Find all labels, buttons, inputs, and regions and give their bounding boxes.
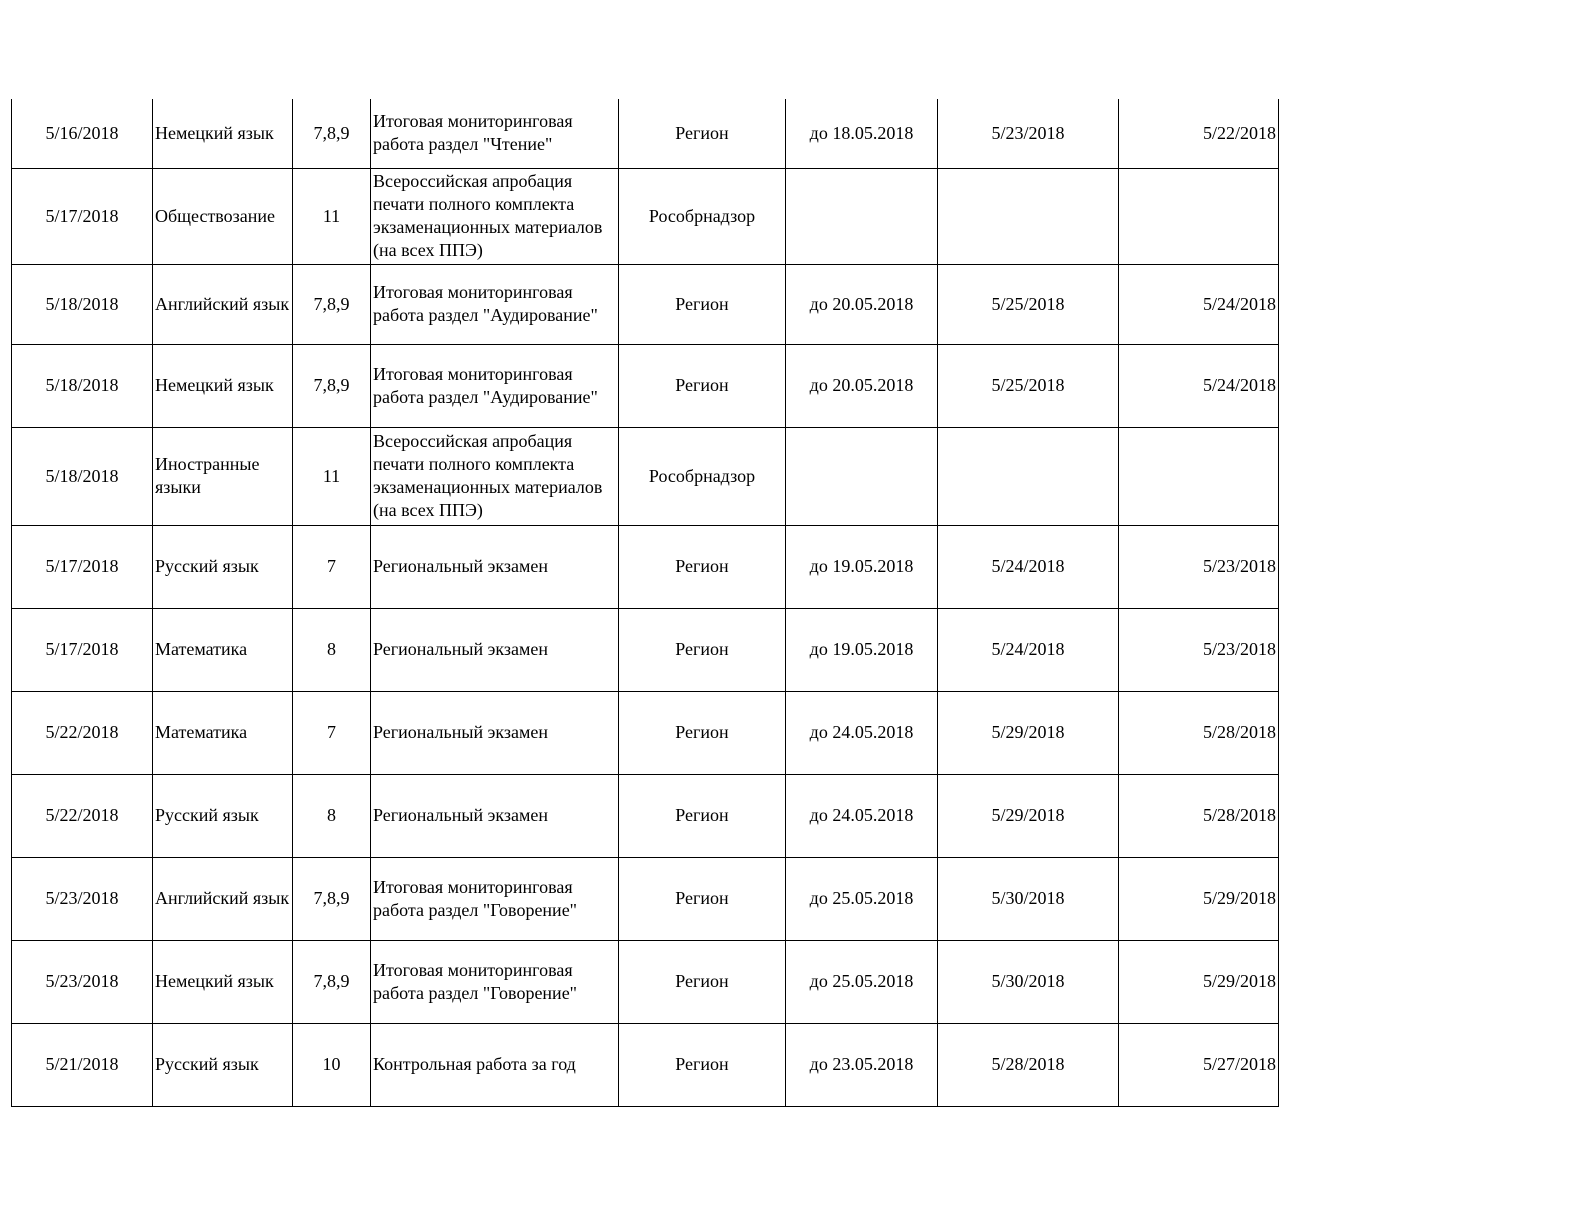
table-row [12, 168, 1279, 264]
work-type-cell: Всероссийская апробация печати полного комплекта экзаменационных материалов (на всех ППЭ) [371, 168, 619, 264]
date3-cell [1119, 427, 1279, 525]
table-row [12, 857, 1279, 940]
subject-cell: Математика [153, 608, 293, 691]
subject-cell: Немецкий язык [153, 344, 293, 427]
date-cell: 5/18/2018 [12, 344, 153, 427]
deadline-cell: до 20.05.2018 [786, 264, 938, 344]
grade-cell: 10 [293, 1023, 371, 1106]
level-cell: Рособрнадзор [619, 427, 786, 525]
level-cell: Регион [619, 1023, 786, 1106]
grade-cell: 8 [293, 608, 371, 691]
subject-cell: Русский язык [153, 1023, 293, 1106]
subject-cell: Английский язык [153, 857, 293, 940]
date2-cell: 5/30/2018 [938, 940, 1119, 1023]
date3-cell: 5/24/2018 [1119, 264, 1279, 344]
deadline-cell: до 23.05.2018 [786, 1023, 938, 1106]
date2-cell: 5/28/2018 [938, 1023, 1119, 1106]
date-cell: 5/23/2018 [12, 857, 153, 940]
date3-cell: 5/23/2018 [1119, 525, 1279, 608]
level-cell: Регион [619, 99, 786, 168]
level-cell: Регион [619, 344, 786, 427]
deadline-cell: до 20.05.2018 [786, 344, 938, 427]
date3-cell: 5/22/2018 [1119, 99, 1279, 168]
table-row [12, 427, 1279, 525]
deadline-cell: до 24.05.2018 [786, 774, 938, 857]
work-type-cell: Региональный экзамен [371, 525, 619, 608]
table-row [12, 99, 1279, 168]
level-cell: Регион [619, 691, 786, 774]
level-cell: Регион [619, 857, 786, 940]
table-row [12, 1023, 1279, 1106]
date2-cell [938, 427, 1119, 525]
schedule-table [11, 99, 1279, 1107]
grade-cell: 7,8,9 [293, 940, 371, 1023]
work-type-cell: Региональный экзамен [371, 608, 619, 691]
table-row [12, 774, 1279, 857]
date-cell: 5/17/2018 [12, 525, 153, 608]
date2-cell: 5/29/2018 [938, 774, 1119, 857]
level-cell: Регион [619, 774, 786, 857]
grade-cell: 7,8,9 [293, 99, 371, 168]
date-cell: 5/23/2018 [12, 940, 153, 1023]
work-type-cell: Итоговая мониторинговая работа раздел "Аудирование" [371, 264, 619, 344]
date2-cell: 5/24/2018 [938, 608, 1119, 691]
level-cell: Регион [619, 608, 786, 691]
table-row [12, 525, 1279, 608]
deadline-cell: до 25.05.2018 [786, 940, 938, 1023]
grade-cell: 11 [293, 427, 371, 525]
date-cell: 5/18/2018 [12, 264, 153, 344]
date-cell: 5/16/2018 [12, 99, 153, 168]
grade-cell: 7,8,9 [293, 264, 371, 344]
date2-cell [938, 168, 1119, 264]
subject-cell: Русский язык [153, 774, 293, 857]
table-row [12, 940, 1279, 1023]
date3-cell [1119, 168, 1279, 264]
grade-cell: 7 [293, 525, 371, 608]
date-cell: 5/22/2018 [12, 774, 153, 857]
subject-cell: Немецкий язык [153, 940, 293, 1023]
date3-cell: 5/24/2018 [1119, 344, 1279, 427]
work-type-cell: Итоговая мониторинговая работа раздел "Чтение" [371, 99, 619, 168]
date-cell: 5/22/2018 [12, 691, 153, 774]
date2-cell: 5/25/2018 [938, 264, 1119, 344]
date3-cell: 5/27/2018 [1119, 1023, 1279, 1106]
date3-cell: 5/28/2018 [1119, 774, 1279, 857]
level-cell: Регион [619, 940, 786, 1023]
table-row [12, 608, 1279, 691]
date-cell: 5/17/2018 [12, 168, 153, 264]
deadline-cell: до 24.05.2018 [786, 691, 938, 774]
level-cell: Рособрнадзор [619, 168, 786, 264]
table-row [12, 264, 1279, 344]
deadline-cell [786, 168, 938, 264]
schedule-sheet [11, 99, 1278, 1107]
subject-cell: Русский язык [153, 525, 293, 608]
subject-cell: Английский язык [153, 264, 293, 344]
date2-cell: 5/24/2018 [938, 525, 1119, 608]
date2-cell: 5/23/2018 [938, 99, 1119, 168]
level-cell: Регион [619, 264, 786, 344]
subject-cell: Немецкий язык [153, 99, 293, 168]
date-cell: 5/21/2018 [12, 1023, 153, 1106]
grade-cell: 7 [293, 691, 371, 774]
work-type-cell: Итоговая мониторинговая работа раздел "Говорение" [371, 857, 619, 940]
work-type-cell: Всероссийская апробация печати полного комплекта экзаменационных материалов (на всех ППЭ) [371, 427, 619, 525]
grade-cell: 8 [293, 774, 371, 857]
date3-cell: 5/29/2018 [1119, 857, 1279, 940]
grade-cell: 11 [293, 168, 371, 264]
deadline-cell: до 25.05.2018 [786, 857, 938, 940]
subject-cell: Математика [153, 691, 293, 774]
table-row [12, 344, 1279, 427]
table-row [12, 691, 1279, 774]
subject-cell: Обществозание [153, 168, 293, 264]
schedule-body [12, 99, 1279, 1106]
date3-cell: 5/29/2018 [1119, 940, 1279, 1023]
deadline-cell: до 18.05.2018 [786, 99, 938, 168]
date2-cell: 5/30/2018 [938, 857, 1119, 940]
deadline-cell: до 19.05.2018 [786, 525, 938, 608]
work-type-cell: Итоговая мониторинговая работа раздел "Говорение" [371, 940, 619, 1023]
work-type-cell: Региональный экзамен [371, 691, 619, 774]
work-type-cell: Контрольная работа за год [371, 1023, 619, 1106]
date-cell: 5/17/2018 [12, 608, 153, 691]
date3-cell: 5/28/2018 [1119, 691, 1279, 774]
deadline-cell [786, 427, 938, 525]
date-cell: 5/18/2018 [12, 427, 153, 525]
deadline-cell: до 19.05.2018 [786, 608, 938, 691]
work-type-cell: Итоговая мониторинговая работа раздел "Аудирование" [371, 344, 619, 427]
date3-cell: 5/23/2018 [1119, 608, 1279, 691]
work-type-cell: Региональный экзамен [371, 774, 619, 857]
subject-cell: Иностранные языки [153, 427, 293, 525]
date2-cell: 5/29/2018 [938, 691, 1119, 774]
grade-cell: 7,8,9 [293, 344, 371, 427]
date2-cell: 5/25/2018 [938, 344, 1119, 427]
grade-cell: 7,8,9 [293, 857, 371, 940]
level-cell: Регион [619, 525, 786, 608]
